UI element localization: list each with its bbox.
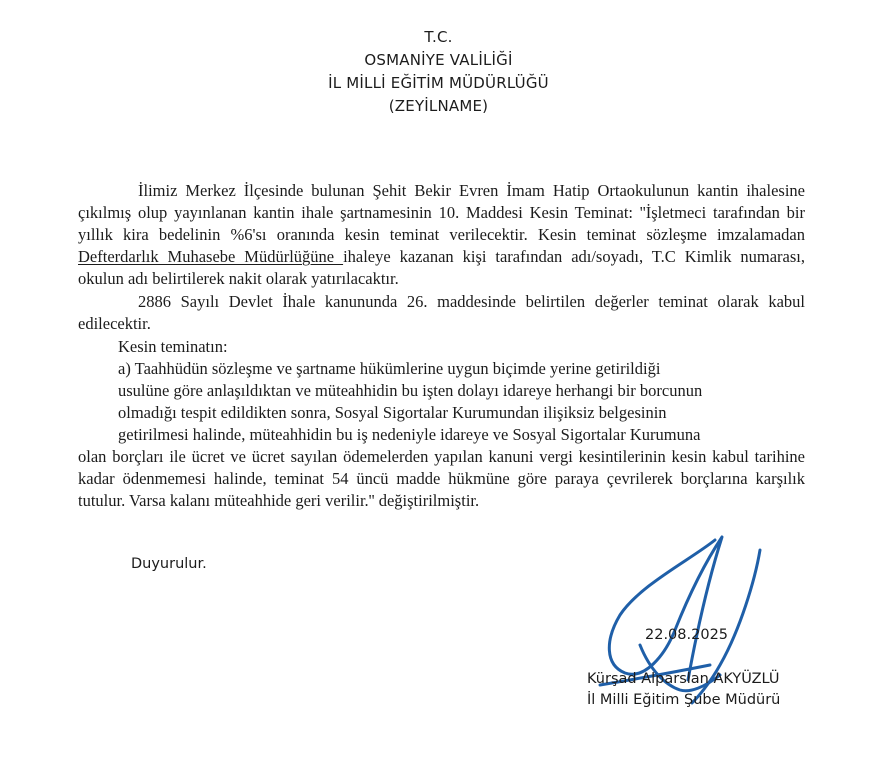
paragraph-1-underlined: Defterdarlık Muhasebe Müdürlüğüne [78, 247, 344, 266]
paragraph-1-part1: İlimiz Merkez İlçesinde bulunan Şehit Bekir Evren İmam Hatip Ortaokulunun kantin ihalesine çıkılmış olup yayınlanan kantin ihale şartnamesinin 10. Maddesi Kesin Teminat: ''İşletmeci tarafından bir yıllık kira bedelinin %6'sı oranında kesin teminat verilecektir. Kesin teminat sözleşme imzalamadan [78, 181, 805, 244]
header-tc: T.C. [424, 28, 453, 46]
header-valilik: OSMANİYE VALİLİĞİ [364, 51, 513, 69]
paragraph-1 [78, 180, 805, 290]
signature-title: İl Milli Eğitim Şube Müdürü [587, 692, 781, 708]
item-a-line5: olan borçları ile ücret ve ücret sayılan ödemelerden yapılan kanuni vergi kesintilerinin kesin kabul tarihine kadar ödenmemesi halinde, teminat 54 üncü madde hükmüne göre paraya çevrilerek borçlarına karşılık tutulur. Varsa kalanı müteahhide geri verilir.'' değiştirilmiştir. [78, 447, 805, 510]
paragraph-main [78, 180, 805, 512]
signature-name: Kürşad Alparslan AKYÜZLÜ [587, 671, 780, 687]
paragraph-1-part2: ihaleye kazanan kişi tarafından adı/soyadı, T.C Kimlik numarası, okulun adı belirtilerek nakit olarak yatırılacaktır. [78, 247, 805, 288]
item-a-line3: olmadığı tespit edildikten sonra, Sosyal Sigortalar Kurumundan ilişiksiz belgesinin [118, 403, 667, 422]
kesin-teminat-label: Kesin teminatın: [118, 337, 228, 356]
header-zeyilname: (ZEYİLNAME) [388, 97, 489, 115]
header-mudurluk: İL MİLLİ EĞİTİM MÜDÜRLÜĞÜ [328, 74, 549, 92]
document-header [0, 26, 877, 118]
item-a-line2: usulüne göre anlaşıldıktan ve müteahhidin bu işten dolayı idareye herhangi bir borcunun [118, 381, 703, 400]
closing-duyurulur: Duyurulur. [131, 556, 207, 572]
item-a-line4: getirilmesi halinde, müteahhidin bu iş nedeniyle idareye ve Sosyal Sigortalar Kurumuna [118, 425, 701, 444]
signature-date: 22.08.2025 [645, 627, 729, 643]
item-a-line1: a) Taahhüdün sözleşme ve şartname hükümlerine uygun biçimde yerine getirildiği [118, 359, 661, 378]
paragraph-2: 2886 Sayılı Devlet İhale kanununda 26. maddesinde belirtilen değerler teminat olarak kabul edilecektir. [78, 292, 805, 333]
